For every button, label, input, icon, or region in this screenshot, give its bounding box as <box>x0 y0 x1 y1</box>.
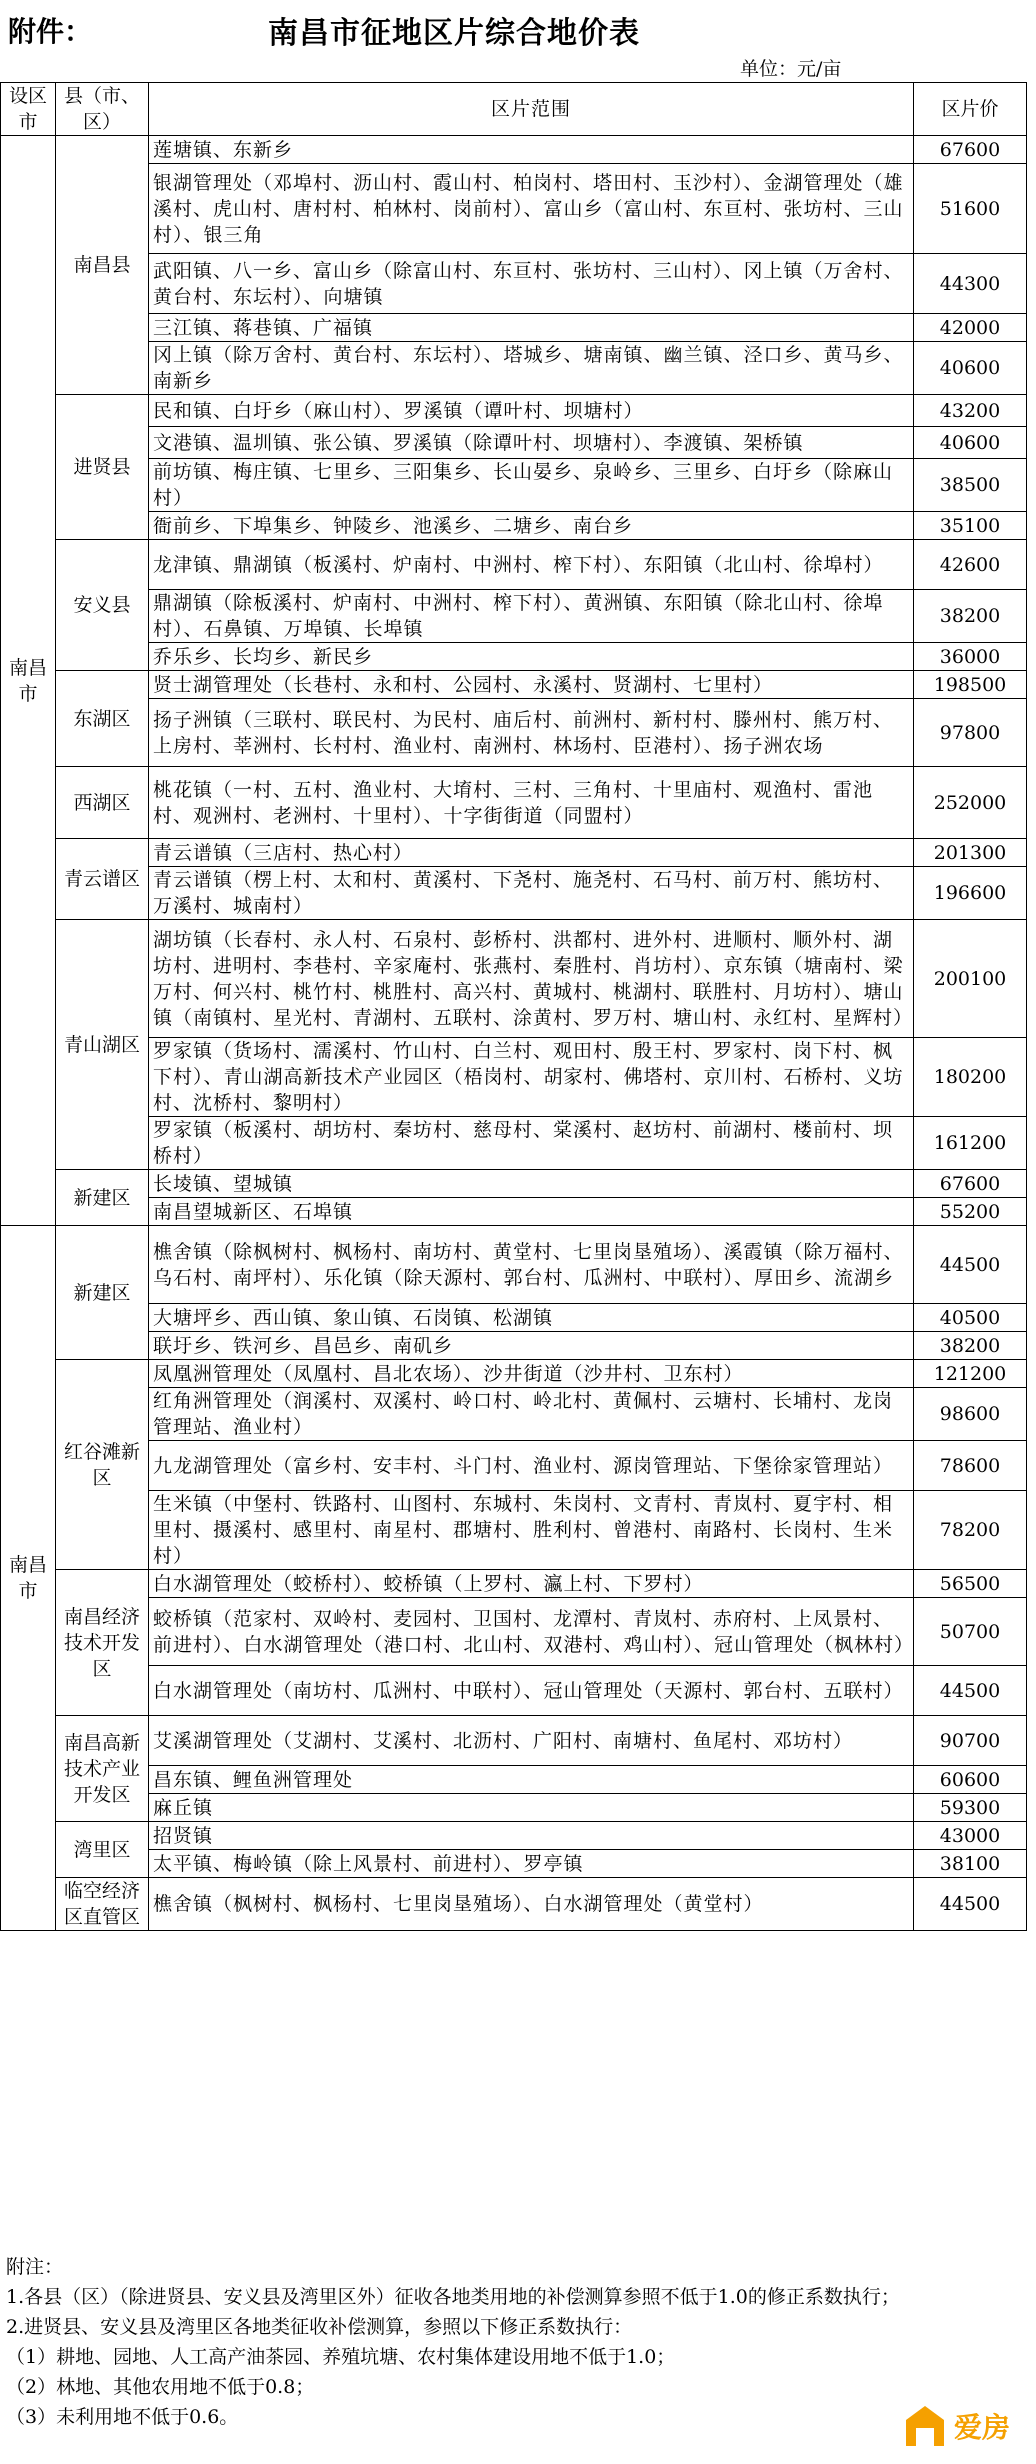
price-cell: 98600 <box>914 1388 1027 1441</box>
table-row <box>1 643 1027 671</box>
notes-heading: 附注： <box>6 2256 64 2278</box>
area-cell: 乔乐乡、长均乡、新民乡 <box>149 643 914 671</box>
table-row <box>1 540 1027 590</box>
price-cell: 161200 <box>914 1117 1027 1170</box>
area-cell: 蛟桥镇（范家村、双岭村、麦园村、卫国村、龙潭村、青岚村、赤府村、上凤景村、前进村）、白水湖管理处（港口村、北山村、双港村、鸡山村）、冠山管理处（枫林村） <box>149 1598 914 1666</box>
area-cell: 龙津镇、鼎湖镇（板溪村、炉南村、中洲村、榨下村）、东阳镇（北山村、徐埠村） <box>149 540 914 590</box>
city-cell: 南昌市 <box>1 136 56 1226</box>
land-price-table <box>0 82 1027 1931</box>
table-row <box>1 699 1027 767</box>
table-row <box>1 1491 1027 1570</box>
area-cell: 前坊镇、梅庄镇、七里乡、三阳集乡、长山晏乡、泉岭乡、三里乡、白圩乡（除麻山村） <box>149 459 914 512</box>
price-cell: 55200 <box>914 1198 1027 1226</box>
area-cell: 武阳镇、八一乡、富山乡（除富山村、东亘村、张坊村、三山村）、冈上镇（万舍村、黄台村、东坛村）、向塘镇 <box>149 254 914 314</box>
county-cell: 青云谱区 <box>56 839 149 920</box>
area-cell: 衙前乡、下埠集乡、钟陵乡、池溪乡、二塘乡、南台乡 <box>149 512 914 540</box>
price-cell: 90700 <box>914 1716 1027 1766</box>
county-cell: 南昌县 <box>56 136 149 395</box>
area-cell: 大塘坪乡、西山镇、象山镇、石岗镇、松湖镇 <box>149 1304 914 1332</box>
area-cell: 湖坊镇（长春村、永人村、石泉村、彭桥村、洪都村、进外村、进顺村、顺外村、湖坊村、进明村、李巷村、辛家庵村、张燕村、秦胜村、肖坊村）、京东镇（塘南村、梁万村、何兴村、桃竹村、桃胜村、高兴村、黄城村、桃湖村、联胜村、月坊村）、塘山镇（南镇村、星光村、青湖村、五联村、涂黄村、罗万村、塘山村、永红村、星辉村） <box>149 920 914 1038</box>
price-cell: 180200 <box>914 1038 1027 1117</box>
area-cell: 罗家镇（板溪村、胡坊村、秦坊村、慈母村、棠溪村、赵坊村、前湖村、楼前村、坝桥村） <box>149 1117 914 1170</box>
table-row <box>1 671 1027 699</box>
table-row <box>1 1570 1027 1598</box>
county-cell: 南昌高新技术产业开发区 <box>56 1716 149 1822</box>
table-row <box>1 1170 1027 1198</box>
table-row <box>1 459 1027 512</box>
area-cell: 贤士湖管理处（长巷村、永和村、公园村、永溪村、贤湖村、七里村） <box>149 671 914 699</box>
area-cell: 青云谱镇（三店村、热心村） <box>149 839 914 867</box>
house-logo-icon <box>902 2402 948 2448</box>
county-cell: 南昌经济技术开发区 <box>56 1570 149 1716</box>
price-cell: 198500 <box>914 671 1027 699</box>
area-cell: 樵舍镇（除枫树村、枫杨村、南坊村、黄堂村、七里岗垦殖场）、溪霞镇（除万福村、乌石村、南坪村）、乐化镇（除天源村、郭台村、瓜洲村、中联村）、厚田乡、流湖乡 <box>149 1226 914 1304</box>
price-cell: 252000 <box>914 767 1027 839</box>
county-cell: 进贤县 <box>56 395 149 540</box>
table-row <box>1 1304 1027 1332</box>
table-row <box>1 1878 1027 1931</box>
price-cell: 44500 <box>914 1226 1027 1304</box>
note-line: （1）耕地、园地、人工高产油茶园、养殖坑塘、农村集体建设用地不低于1.0； <box>6 2346 676 2368</box>
price-cell: 59300 <box>914 1794 1027 1822</box>
area-cell: 罗家镇（货场村、濡溪村、竹山村、白兰村、观田村、殷王村、罗家村、岗下村、枫下村）、青山湖高新技术产业园区（梧岗村、胡家村、佛塔村、京川村、石桥村、义坊村、沈桥村、黎明村） <box>149 1038 914 1117</box>
watermark-text: 爱房 <box>954 2411 1011 2444</box>
city-cell: 南昌市 <box>1 1226 56 1931</box>
table-row <box>1 839 1027 867</box>
area-cell: 南昌望城新区、石埠镇 <box>149 1198 914 1226</box>
area-cell: 生米镇（中堡村、铁路村、山图村、东城村、朱岗村、文青村、青岚村、夏宇村、相里村、摄溪村、感里村、南星村、郡塘村、胜利村、曾港村、南路村、长岗村、生米村） <box>149 1491 914 1570</box>
note-line: （3）未利用地不低于0.6。 <box>6 2406 239 2428</box>
price-cell: 38100 <box>914 1850 1027 1878</box>
table-row <box>1 254 1027 314</box>
col-header-city: 设区市 <box>1 83 56 136</box>
price-cell: 43000 <box>914 1822 1027 1850</box>
price-cell: 38200 <box>914 590 1027 643</box>
price-cell: 43200 <box>914 395 1027 427</box>
price-cell: 196600 <box>914 867 1027 920</box>
area-cell: 银湖管理处（邓埠村、沥山村、霞山村、柏岗村、塔田村、玉沙村）、金湖管理处（雄溪村、虎山村、唐村村、柏林村、岗前村）、富山乡（富山村、东亘村、张坊村、三山村）、银三角 <box>149 164 914 254</box>
price-cell: 36000 <box>914 643 1027 671</box>
notes <box>6 2252 1026 2432</box>
price-cell: 42000 <box>914 314 1027 342</box>
price-cell: 51600 <box>914 164 1027 254</box>
price-cell: 42600 <box>914 540 1027 590</box>
col-header-county: 县（市、区） <box>56 83 149 136</box>
county-cell: 东湖区 <box>56 671 149 767</box>
price-cell: 50700 <box>914 1598 1027 1666</box>
county-cell: 安义县 <box>56 540 149 671</box>
price-cell: 44300 <box>914 254 1027 314</box>
county-cell: 临空经济区直管区 <box>56 1878 149 1931</box>
col-header-area: 区片范围 <box>149 83 914 136</box>
price-cell: 78600 <box>914 1441 1027 1491</box>
area-cell: 桃花镇（一村、五村、渔业村、大堉村、三村、三角村、十里庙村、观渔村、雷池村、观洲村、老洲村、十里村）、十字街街道（同盟村） <box>149 767 914 839</box>
attachment-label: 附件： <box>8 15 93 48</box>
area-cell: 民和镇、白圩乡（麻山村）、罗溪镇（谭叶村、坝塘村） <box>149 395 914 427</box>
area-cell: 文港镇、温圳镇、张公镇、罗溪镇（除谭叶村、坝塘村）、李渡镇、架桥镇 <box>149 427 914 459</box>
area-cell: 白水湖管理处（南坊村、瓜洲村、中联村）、冠山管理处（天源村、郭台村、五联村） <box>149 1666 914 1716</box>
area-cell: 九龙湖管理处（富乡村、安丰村、斗门村、渔业村、源岗管理站、下堡徐家管理站） <box>149 1441 914 1491</box>
table-row <box>1 1332 1027 1360</box>
note-line: 1.各县（区）（除进贤县、安义县及湾里区外）征收各地类用地的补偿测算参照不低于1.0的修正系数执行； <box>6 2286 900 2308</box>
table-row <box>1 1198 1027 1226</box>
county-cell: 新建区 <box>56 1170 149 1226</box>
price-cell: 60600 <box>914 1766 1027 1794</box>
table-row <box>1 1716 1027 1766</box>
price-cell: 78200 <box>914 1491 1027 1570</box>
county-cell: 湾里区 <box>56 1822 149 1878</box>
area-cell: 三江镇、蒋巷镇、广福镇 <box>149 314 914 342</box>
page-title: 南昌市征地区片综合地价表 <box>268 16 640 51</box>
table-row <box>1 342 1027 395</box>
table-row <box>1 1117 1027 1170</box>
price-cell: 40600 <box>914 342 1027 395</box>
col-header-price: 区片价 <box>914 83 1027 136</box>
table-body <box>1 136 1027 1931</box>
county-cell: 西湖区 <box>56 767 149 839</box>
county-cell: 新建区 <box>56 1226 149 1360</box>
price-cell: 44500 <box>914 1878 1027 1931</box>
price-cell: 38200 <box>914 1332 1027 1360</box>
table-row <box>1 767 1027 839</box>
table-row <box>1 1666 1027 1716</box>
area-cell: 艾溪湖管理处（艾湖村、艾溪村、北沥村、广阳村、南塘村、鱼尾村、邓坊村） <box>149 1716 914 1766</box>
county-cell: 红谷滩新区 <box>56 1360 149 1570</box>
price-cell: 56500 <box>914 1570 1027 1598</box>
table-row <box>1 1441 1027 1491</box>
table-row <box>1 427 1027 459</box>
area-cell: 招贤镇 <box>149 1822 914 1850</box>
area-cell: 联圩乡、铁河乡、昌邑乡、南矶乡 <box>149 1332 914 1360</box>
price-cell: 121200 <box>914 1360 1027 1388</box>
table-row <box>1 1360 1027 1388</box>
price-cell: 40600 <box>914 427 1027 459</box>
county-cell: 青山湖区 <box>56 920 149 1170</box>
price-cell: 200100 <box>914 920 1027 1038</box>
table-row <box>1 867 1027 920</box>
area-cell: 樵舍镇（枫树村、枫杨村、七里岗垦殖场）、白水湖管理处（黄堂村） <box>149 1878 914 1931</box>
area-cell: 鼎湖镇（除板溪村、炉南村、中洲村、榨下村）、黄洲镇、东阳镇（除北山村、徐埠村）、石鼻镇、万埠镇、长埠镇 <box>149 590 914 643</box>
price-cell: 38500 <box>914 459 1027 512</box>
price-cell: 97800 <box>914 699 1027 767</box>
area-cell: 太平镇、梅岭镇（除上风景村、前进村）、罗亭镇 <box>149 1850 914 1878</box>
watermark-logo <box>902 2398 1022 2450</box>
price-cell: 67600 <box>914 136 1027 164</box>
area-cell: 麻丘镇 <box>149 1794 914 1822</box>
table-row <box>1 1766 1027 1794</box>
table-row <box>1 164 1027 254</box>
table-row <box>1 1850 1027 1878</box>
table-row <box>1 512 1027 540</box>
table-row <box>1 1794 1027 1822</box>
area-cell: 昌东镇、鲤鱼洲管理处 <box>149 1766 914 1794</box>
table-row <box>1 136 1027 164</box>
area-cell: 冈上镇（除万舍村、黄台村、东坛村）、塔城乡、塘南镇、幽兰镇、泾口乡、黄马乡、南新乡 <box>149 342 914 395</box>
area-cell: 长堎镇、望城镇 <box>149 1170 914 1198</box>
table-row <box>1 1822 1027 1850</box>
area-cell: 青云谱镇（楞上村、太和村、黄溪村、下尧村、施尧村、石马村、前万村、熊坊村、万溪村、城南村） <box>149 867 914 920</box>
area-cell: 莲塘镇、东新乡 <box>149 136 914 164</box>
table-row <box>1 1598 1027 1666</box>
table-row <box>1 395 1027 427</box>
price-cell: 40500 <box>914 1304 1027 1332</box>
area-cell: 红角洲管理处（润溪村、双溪村、岭口村、岭北村、黄佩村、云塘村、长埔村、龙岗管理站、渔业村） <box>149 1388 914 1441</box>
price-cell: 201300 <box>914 839 1027 867</box>
note-line: （2）林地、其他农用地不低于0.8； <box>6 2376 315 2398</box>
table-row <box>1 1038 1027 1117</box>
price-cell: 44500 <box>914 1666 1027 1716</box>
unit-label: 单位：元/亩 <box>740 58 842 80</box>
area-cell: 凤凰洲管理处（凤凰村、昌北农场）、沙井街道（沙井村、卫东村） <box>149 1360 914 1388</box>
table-row <box>1 920 1027 1038</box>
table-row <box>1 1388 1027 1441</box>
price-cell: 67600 <box>914 1170 1027 1198</box>
area-cell: 白水湖管理处（蛟桥村）、蛟桥镇（上罗村、瀛上村、下罗村） <box>149 1570 914 1598</box>
price-cell: 35100 <box>914 512 1027 540</box>
header <box>0 0 1036 82</box>
table-row <box>1 590 1027 643</box>
area-cell: 扬子洲镇（三联村、联民村、为民村、庙后村、前洲村、新村村、滕州村、熊万村、上房村、莘洲村、长村村、渔业村、南洲村、林场村、臣港村）、扬子洲农场 <box>149 699 914 767</box>
table-row <box>1 1226 1027 1304</box>
note-line: 2.进贤县、安义县及湾里区各地类征收补偿测算，参照以下修正系数执行： <box>6 2316 633 2338</box>
table-row <box>1 314 1027 342</box>
